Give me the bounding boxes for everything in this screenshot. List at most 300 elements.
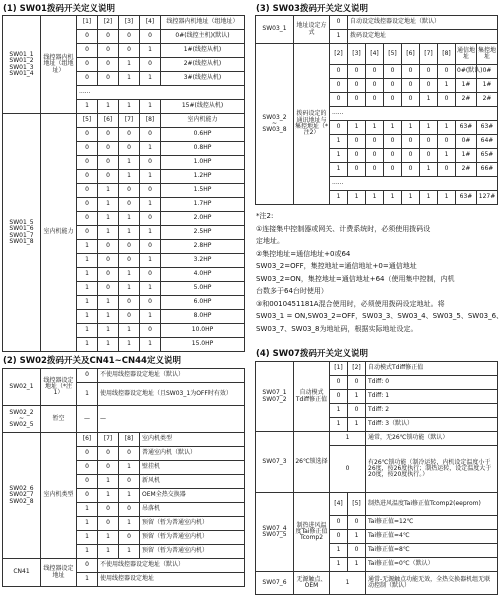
table-cell: 0 (119, 128, 140, 142)
table-row (3, 559, 245, 573)
table-cell: 使用线控器设定地址（且SW03_1为OFF时有效） (98, 383, 245, 406)
table-cell: 0 (119, 142, 140, 156)
table-cell: 通常-无源触点功能无效，全热交换器机组无联动控制（默认） (366, 572, 498, 595)
header-cell: [5] (384, 44, 402, 65)
table-cell: 0 (140, 296, 161, 310)
table-cell: 0 (366, 149, 384, 163)
table-cell: 0 (384, 135, 402, 149)
table-cell: 0.6HP (161, 128, 245, 142)
switch-label: CN41 (3, 559, 41, 587)
table-cell: Tai修正值=12℃ (366, 516, 498, 530)
switch-desc: 26℃锁选择 (294, 432, 330, 493)
switch-label: SW02_2 ~ SW02_5 (3, 406, 41, 433)
table-cell: 0 (77, 58, 98, 72)
table-cell: 0 (348, 163, 366, 177)
table-cell: 1# (456, 149, 477, 163)
header-cell: [4] (330, 493, 348, 516)
table-cell: 0 (420, 79, 438, 93)
table-cell: Tai修正值=8℃ (366, 544, 498, 558)
table-cell: 壁挂机 (140, 461, 245, 475)
header-cell: 室内机类型 (140, 433, 245, 447)
table-cell: 0 (140, 268, 161, 282)
switch-desc: 线控器设定地址（*注1） (41, 369, 77, 406)
table-cell: 1 (420, 163, 438, 177)
table-cell: 1 (330, 418, 348, 432)
table-cell: 0 (140, 324, 161, 338)
ellipsis-cell: ...... (77, 86, 245, 100)
table-cell: 0 (77, 156, 98, 170)
table-cell: 63# (456, 191, 477, 205)
table-cell: 0 (348, 135, 366, 149)
table-cell: 0 (348, 404, 366, 418)
table-cell: 1 (98, 310, 119, 324)
table-cell: 1 (348, 418, 366, 432)
table-cell: 不使用线控器设定地址（默认） (98, 559, 245, 573)
table-cell: 0 (402, 79, 420, 93)
table-cell: 自动设定线控器设定地址（默认） (348, 16, 498, 30)
table-cell: 0 (140, 30, 161, 44)
table-cell: 1 (330, 135, 348, 149)
table-cell: 0 (98, 156, 119, 170)
table-cell: 0 (330, 93, 348, 107)
table-cell: 预留（暂为普通室内机） (140, 531, 245, 545)
table-cell: 0 (384, 149, 402, 163)
switch-label: SW07_6 (256, 572, 294, 595)
table-cell: 0 (77, 170, 98, 184)
table-cell: 1 (77, 517, 98, 531)
table-cell: 吊落机 (140, 503, 245, 517)
table-cell: 1 (119, 268, 140, 282)
table-cell: 0 (330, 446, 366, 493)
header-cell: [3] (348, 44, 366, 65)
table-cell: 0 (438, 163, 456, 177)
table-cell: 0 (384, 93, 402, 107)
table-cell: 0 (420, 149, 438, 163)
table-cell: 1 (77, 531, 98, 545)
table-cell: 0 (366, 65, 384, 79)
header-cell: 线控器内机地址（组地址） (161, 16, 245, 30)
table-cell: 0 (119, 184, 140, 198)
header-cell: [7] (119, 114, 140, 128)
header-cell: 制热进风温度Tai修正值Tcomp2(eeprom) (366, 493, 498, 516)
table-cell: 1 (140, 142, 161, 156)
table-cell: 0 (330, 530, 348, 544)
table-cell: 0 (119, 30, 140, 44)
table-cell: OEM全热交换器 (140, 489, 245, 503)
table-cell: 0 (77, 128, 98, 142)
table-cell: 0 (98, 170, 119, 184)
switch-label: SW02_6 SW02_7 SW02_8 (3, 433, 41, 559)
table-cell: 1 (330, 191, 348, 205)
table-cell: 1 (366, 121, 384, 135)
table-cell: 0 (348, 544, 366, 558)
table-cell: 0 (366, 135, 384, 149)
table-cell: 3#(线控从机) (161, 72, 245, 86)
table-cell: 0 (402, 149, 420, 163)
header-cell: [4] (366, 44, 384, 65)
table-cell: 1 (119, 338, 140, 352)
table-cell: 1 (77, 545, 98, 559)
table-cell: 0 (98, 268, 119, 282)
table-cell: 2.8HP (161, 240, 245, 254)
switch-label: SW01_1 SW01_2 SW01_3 SW01_4 (3, 16, 41, 114)
table-cell: 0 (348, 376, 366, 390)
header-cell: 自动模式Tdiff修正值 (366, 362, 498, 376)
header-row (3, 16, 245, 30)
table-cell: 0 (119, 254, 140, 268)
table-cell: 1 (77, 573, 98, 587)
table-cell: 1 (420, 121, 438, 135)
table-cell: 0 (119, 44, 140, 58)
table-cell: 0 (438, 93, 456, 107)
header-cell: [2] (98, 16, 119, 30)
note-line: 定地址。 (256, 237, 284, 245)
table-cell: 1 (98, 338, 119, 352)
sw02-table (2, 368, 245, 587)
header-cell: [2] (330, 44, 348, 65)
table-cell: 0 (420, 135, 438, 149)
table-row (3, 369, 245, 383)
switch-desc: 地址设定方式 (294, 16, 330, 44)
table-cell: 0 (348, 93, 366, 107)
table-cell: Tai修正值=0℃（默认） (366, 558, 498, 572)
table-cell: 10.0HP (161, 324, 245, 338)
sw01-title: (1) SW01拨码开关定义说明 (3, 4, 115, 14)
table-cell: 63# (456, 121, 477, 135)
note-line: ②集控地址=通信地址+0或64 (256, 249, 351, 258)
table-cell: 1 (119, 226, 140, 240)
table-cell: 0 (98, 128, 119, 142)
table-row (256, 16, 498, 30)
table-cell: 0 (77, 30, 98, 44)
switch-label: SW02_1 (3, 369, 41, 406)
table-cell: 1 (330, 572, 366, 595)
table-cell: 1.7HP (161, 198, 245, 212)
table-cell: 0 (77, 212, 98, 226)
table-cell: 0 (384, 65, 402, 79)
switch-desc: 线控器设定地址 (41, 559, 77, 587)
table-cell: 4.0HP (161, 268, 245, 282)
table-cell: 1 (330, 558, 348, 572)
table-cell: 127# (477, 191, 498, 205)
header-cell: [6] (77, 433, 98, 447)
table-cell: 1 (77, 324, 98, 338)
table-cell: 0 (77, 369, 98, 383)
header-cell: [1] (77, 16, 98, 30)
table-cell: 1 (348, 390, 366, 404)
table-cell: 1 (119, 100, 140, 114)
table-cell: 1 (119, 517, 140, 531)
table-cell: Tdiff: 0 (366, 376, 498, 390)
table-cell: 0 (366, 93, 384, 107)
table-cell: 0 (420, 65, 438, 79)
table-cell: 0 (330, 65, 348, 79)
table-cell: 0 (77, 559, 98, 573)
switch-desc: 无源触点、OEM (294, 572, 330, 595)
table-cell: 0 (140, 184, 161, 198)
table-cell: 2.5HP (161, 226, 245, 240)
table-cell: 0 (330, 390, 348, 404)
header-cell: [8] (140, 114, 161, 128)
note-line: ①连接集中控制器或网关、计费系统时，必须使用拨码设 (256, 224, 431, 233)
header-row (256, 493, 498, 516)
table-cell: 0 (98, 282, 119, 296)
note-line: *注2: (256, 212, 274, 220)
table-cell: 1 (348, 191, 366, 205)
switch-label: SW07_3 (256, 432, 294, 493)
table-cell: 8.0HP (161, 310, 245, 324)
table-cell: 0 (140, 212, 161, 226)
table-cell: 0 (119, 475, 140, 489)
header-cell: [1] (330, 362, 348, 376)
switch-desc: 暂空 (41, 406, 77, 433)
sw03-title: (3) SW03拨码开关定义说明 (256, 4, 368, 14)
table-cell: 1 (330, 404, 348, 418)
table-cell: 0 (77, 475, 98, 489)
table-cell: 2# (477, 93, 498, 107)
table-cell: 1 (366, 191, 384, 205)
table-cell: 2# (456, 163, 477, 177)
note-line: SW03_2=ON，集控地址=通信地址+64（使用集中控制，内机 (256, 274, 455, 283)
table-cell: 1 (98, 100, 119, 114)
note-line: 台数多于64台时使用） (256, 287, 328, 295)
header-cell: [3] (119, 16, 140, 30)
table-cell: 有26℃锁功能（制冷运转，内机设定温度小于26度，按26度执行；制热运转，设定温度大于20度，按20度执行。） (366, 446, 498, 493)
table-cell: 0 (330, 16, 348, 30)
table-cell: 0 (366, 79, 384, 93)
table-cell: 15.0HP (161, 338, 245, 352)
table-cell: 0.8HP (161, 142, 245, 156)
table-cell: 1 (330, 544, 348, 558)
header-cell: 集控地址 (477, 44, 498, 65)
table-cell: 0 (98, 503, 119, 517)
sw02-title: (2) SW02拨码开关及CN41~CN44定义说明 (3, 356, 181, 366)
table-cell: 使用线控器设定地址 (98, 573, 245, 587)
table-cell: 1 (77, 240, 98, 254)
table-cell: 0 (438, 65, 456, 79)
table-cell: 0 (98, 44, 119, 58)
header-cell: [8] (438, 44, 456, 65)
table-cell: 1 (438, 149, 456, 163)
header-cell: [7] (98, 433, 119, 447)
table-cell: 1 (438, 79, 456, 93)
table-cell: 0 (98, 72, 119, 86)
sw07-title: (4) SW07拨码开关定义说明 (256, 349, 368, 359)
table-cell: 0 (366, 163, 384, 177)
table-cell: 1 (98, 198, 119, 212)
table-cell: 1.0HP (161, 156, 245, 170)
table-cell: 1 (140, 310, 161, 324)
table-cell: 0 (140, 58, 161, 72)
table-cell: 0 (348, 149, 366, 163)
table-cell: 通常，无26℃锁功能（默认） (366, 432, 498, 446)
table-cell: 0 (330, 376, 348, 390)
table-cell: 0 (77, 226, 98, 240)
table-cell: 15#(线控从机) (161, 100, 245, 114)
table-cell: 1 (119, 545, 140, 559)
sw07-table (255, 361, 498, 595)
table-cell: 0 (98, 30, 119, 44)
table-cell: 0 (119, 296, 140, 310)
table-cell: 1 (77, 254, 98, 268)
table-cell: 0 (98, 461, 119, 475)
note-line: SW03_1 = ON,SW03_2=OFF，SW03_3、SW03_4、SW03_5、SW03_6、 (256, 312, 503, 320)
table-cell: 1 (77, 338, 98, 352)
table-cell: 1 (119, 72, 140, 86)
table-cell: 0 (330, 516, 348, 530)
table-cell: 0 (119, 310, 140, 324)
table-cell: 1 (384, 121, 402, 135)
table-cell: 不使用线控器设定地址（默认） (98, 369, 245, 383)
table-cell: 预留（暂为普通室内机） (140, 517, 245, 531)
table-cell: Tdiff: 3（默认） (366, 418, 498, 432)
table-cell: 1 (348, 558, 366, 572)
table-cell: 1 (348, 121, 366, 135)
switch-desc: 线控器内机地址（组地址） (41, 16, 77, 114)
table-cell: 0 (98, 142, 119, 156)
table-cell: 1 (348, 530, 366, 544)
table-cell: 2#(线控从机) (161, 58, 245, 72)
table-cell: 1 (140, 282, 161, 296)
table-cell: 1 (98, 475, 119, 489)
table-cell: 0 (98, 517, 119, 531)
table-cell: 0 (348, 516, 366, 530)
table-cell: 1 (140, 170, 161, 184)
table-cell: 0 (119, 240, 140, 254)
header-cell: 通信地址 (456, 44, 477, 65)
table-cell: 1 (98, 531, 119, 545)
table-cell: 0 (402, 65, 420, 79)
table-cell: 1 (98, 324, 119, 338)
table-cell: 0 (330, 79, 348, 93)
table-cell: 1 (384, 191, 402, 205)
table-cell: 1 (77, 310, 98, 324)
table-cell: 0 (77, 198, 98, 212)
table-cell: Tdiff: 2 (366, 404, 498, 418)
table-cell: 拨码设定地址 (348, 30, 498, 44)
table-cell: 0 (402, 163, 420, 177)
header-row (256, 362, 498, 376)
table-cell: 1 (98, 226, 119, 240)
header-cell: [6] (98, 114, 119, 128)
table-cell: 0 (119, 447, 140, 461)
table-cell: 6.0HP (161, 296, 245, 310)
table-cell: 预留（暂为普通室内机） (140, 545, 245, 559)
table-cell: 1 (98, 489, 119, 503)
table-cell: 1 (438, 191, 456, 205)
table-cell: 1 (438, 121, 456, 135)
table-cell: 1 (330, 149, 348, 163)
switch-desc: 制热进风温度Tai修正值Tcomp2 (294, 493, 330, 572)
table-cell: 1 (330, 30, 348, 44)
header-cell: [8] (119, 433, 140, 447)
table-cell: 0# (477, 65, 498, 79)
table-cell: 0 (330, 121, 348, 135)
table-cell: 1 (119, 212, 140, 226)
table-cell: 0 (77, 461, 98, 475)
table-cell: 1 (140, 226, 161, 240)
table-cell: 1 (119, 461, 140, 475)
table-cell: 0 (98, 254, 119, 268)
table-cell: 1 (140, 100, 161, 114)
table-cell: 1 (119, 58, 140, 72)
table-cell: 1#(线控从机) (161, 44, 245, 58)
table-cell: 3.2HP (161, 254, 245, 268)
table-cell: 1.2HP (161, 170, 245, 184)
switch-desc: 拨码设定的通讯地址与集控地址（*注2） (294, 44, 330, 205)
table-cell: Tai修正值=4℃ (366, 530, 498, 544)
table-cell: 1 (98, 545, 119, 559)
table-cell: 0 (77, 184, 98, 198)
table-cell: 0 (77, 142, 98, 156)
note-line: SW03_7、SW03_8为地址码，根据实际地址设定。 (256, 324, 418, 333)
table-cell: 1 (119, 170, 140, 184)
table-cell: 1 (77, 383, 98, 406)
table-cell: 1 (98, 184, 119, 198)
header-cell: [2] (348, 362, 366, 376)
table-cell: 0 (140, 128, 161, 142)
table-cell: 0 (384, 79, 402, 93)
table-cell: Tdiff: 1 (366, 390, 498, 404)
sw01-table (2, 15, 245, 352)
sw03-notes (256, 210, 503, 335)
table-cell: 1# (477, 79, 498, 93)
table-cell: 0# (456, 135, 477, 149)
table-cell: 0 (402, 93, 420, 107)
table-cell: 1 (98, 296, 119, 310)
switch-desc: 自动模式Tdiff修正值 (294, 362, 330, 432)
table-cell: 0#(线控主机)(默认) (161, 30, 245, 44)
table-cell: 1 (77, 503, 98, 517)
table-cell: 0 (119, 503, 140, 517)
table-cell: 0 (384, 163, 402, 177)
header-cell: [5] (77, 114, 98, 128)
switch-label: SW07_1 SW07_2 (256, 362, 294, 432)
table-cell: 0 (119, 198, 140, 212)
table-cell: 1 (330, 432, 366, 446)
ellipsis-cell: ...... (330, 107, 498, 121)
table-cell: 1 (77, 100, 98, 114)
table-cell: 1 (119, 282, 140, 296)
table-cell: — (77, 406, 98, 433)
table-row (256, 572, 498, 595)
table-cell: 1 (140, 254, 161, 268)
table-cell: 0 (77, 44, 98, 58)
table-cell: — (98, 406, 245, 433)
table-cell: 1.5HP (161, 184, 245, 198)
table-cell: 0 (98, 58, 119, 72)
table-cell: 0 (348, 79, 366, 93)
table-cell: 1 (140, 198, 161, 212)
table-cell: 1 (119, 489, 140, 503)
ellipsis-cell: ...... (330, 177, 498, 191)
header-cell: [7] (420, 44, 438, 65)
table-cell: 1 (330, 163, 348, 177)
table-cell: 0 (402, 135, 420, 149)
table-cell: 1 (119, 156, 140, 170)
header-cell: [6] (402, 44, 420, 65)
switch-label: SW01_5 SW01_6 SW01_7 SW01_8 (3, 114, 41, 352)
table-cell: 0 (140, 156, 161, 170)
table-cell: 1 (140, 72, 161, 86)
table-cell: 0 (77, 489, 98, 503)
table-cell: 66# (477, 163, 498, 177)
table-cell: 1 (140, 44, 161, 58)
table-cell: 1 (140, 338, 161, 352)
table-cell: 0 (77, 447, 98, 461)
table-cell: 1 (77, 282, 98, 296)
header-row (3, 433, 245, 447)
